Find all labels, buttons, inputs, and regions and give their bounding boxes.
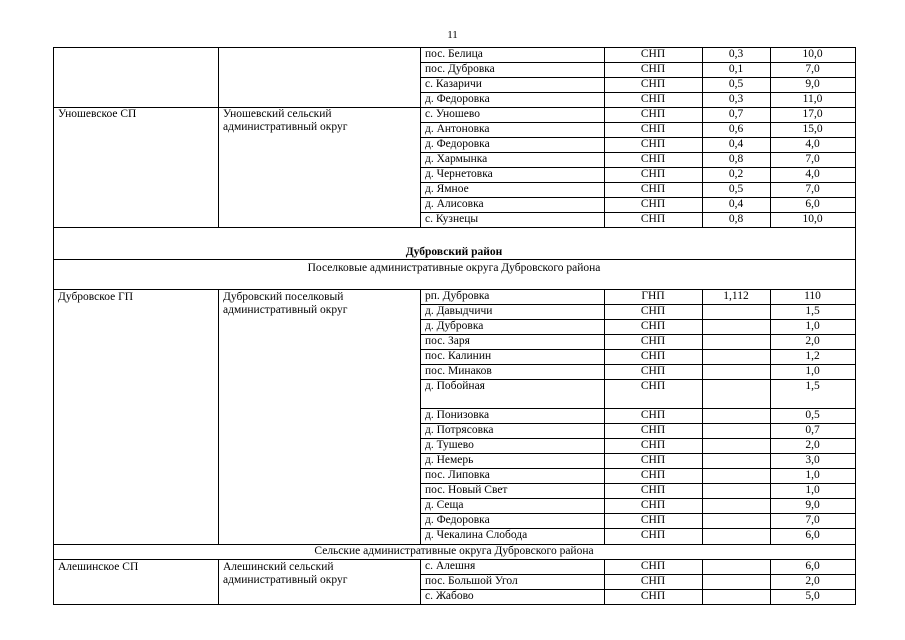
settlement-type: СНП <box>640 123 666 135</box>
settlement-area: 0,1 <box>728 63 744 75</box>
okrug-name: Дубровский поселковый административный округ <box>223 291 348 316</box>
settlement-type: СНП <box>640 365 666 377</box>
settlement-name: д. Федоровка <box>425 514 490 526</box>
settlement-distance: 1,5 <box>805 305 820 317</box>
settlement-name: пос. Заря <box>425 335 470 347</box>
municipality-name: Дубровское ГП <box>58 291 134 303</box>
table-rule <box>604 289 605 545</box>
table-rule <box>420 289 421 545</box>
settlement-distance: 9,0 <box>805 499 820 511</box>
table-rule <box>420 77 855 78</box>
settlement-type: СНП <box>640 514 666 526</box>
table-rule <box>420 589 855 590</box>
settlement-name: д. Дубровка <box>425 320 484 332</box>
table-rule <box>420 197 855 198</box>
settlement-type: СНП <box>640 153 666 165</box>
settlement-area: 0,8 <box>728 213 744 225</box>
settlement-distance: 7,0 <box>805 63 820 75</box>
settlement-distance: 6,0 <box>805 529 820 541</box>
table-rule <box>604 559 605 605</box>
settlement-distance: 1,5 <box>805 380 820 392</box>
section-subheading: Поселковые административные округа Дубровского района <box>307 262 601 274</box>
table-rule <box>855 544 856 559</box>
settlement-type: СНП <box>640 529 666 541</box>
table-rule <box>420 528 855 529</box>
table-rule <box>770 559 771 605</box>
settlement-name: пос. Минаков <box>425 365 492 377</box>
table-rule <box>218 47 219 228</box>
settlement-name: рп. Дубровка <box>425 290 490 302</box>
settlement-name: д. Антоновка <box>425 123 490 135</box>
table-rule <box>420 379 855 380</box>
settlement-name: с. Казаричи <box>425 78 482 90</box>
settlement-distance: 7,0 <box>805 153 820 165</box>
settlement-distance: 5,0 <box>805 590 820 602</box>
table-rule <box>420 47 421 228</box>
table-rule <box>420 334 855 335</box>
settlement-type: СНП <box>640 198 666 210</box>
settlement-distance: 2,0 <box>805 335 820 347</box>
settlement-distance: 2,0 <box>805 439 820 451</box>
page-number: 11 <box>447 29 458 41</box>
settlement-name: с. Жабово <box>425 590 474 602</box>
settlement-name: пос. Белица <box>425 48 483 60</box>
settlement-type: СНП <box>640 350 666 362</box>
settlement-type: СНП <box>640 78 666 90</box>
settlement-name: д. Немерь <box>425 454 474 466</box>
settlement-type: СНП <box>640 380 666 392</box>
table-rule <box>420 468 855 469</box>
table-rule <box>420 408 855 409</box>
settlement-type: СНП <box>640 48 666 60</box>
settlement-area: 0,3 <box>728 48 744 60</box>
settlement-distance: 7,0 <box>805 514 820 526</box>
table-rule <box>53 47 54 228</box>
settlement-name: д. Сеща <box>425 499 464 511</box>
table-rule <box>420 167 855 168</box>
section-subheading: Сельские административные округа Дубровского района <box>314 545 594 557</box>
settlement-area: 0,6 <box>728 123 744 135</box>
settlement-name: д. Федоровка <box>425 93 490 105</box>
settlement-name: пос. Большой Угол <box>425 575 518 587</box>
settlement-distance: 15,0 <box>802 123 823 135</box>
settlement-name: пос. Новый Свет <box>425 484 508 496</box>
settlement-name: д. Хармынка <box>425 153 488 165</box>
okrug-name: Алешинский сельский административный округ <box>223 561 348 586</box>
table-rule <box>420 574 855 575</box>
table-rule <box>420 559 421 605</box>
table-rule <box>53 259 855 260</box>
settlement-distance: 11,0 <box>802 93 823 105</box>
table-rule <box>420 349 855 350</box>
table-rule <box>420 182 855 183</box>
settlement-name: д. Федоровка <box>425 138 490 150</box>
settlement-distance: 10,0 <box>802 213 823 225</box>
settlement-type: ГНП <box>641 290 665 302</box>
table-rule <box>420 152 855 153</box>
settlement-type: СНП <box>640 424 666 436</box>
settlement-area: 0,4 <box>728 198 744 210</box>
table-rule <box>855 227 856 289</box>
table-rule <box>420 92 855 93</box>
settlement-distance: 1,0 <box>805 469 820 481</box>
table-rule <box>218 559 219 605</box>
settlement-name: д. Потрясовка <box>425 424 494 436</box>
settlement-distance: 3,0 <box>805 454 820 466</box>
table-rule <box>420 483 855 484</box>
settlement-name: д. Понизовка <box>425 409 490 421</box>
settlement-type: СНП <box>640 575 666 587</box>
settlement-distance: 6,0 <box>805 560 820 572</box>
table-rule <box>770 289 771 545</box>
settlement-area: 0,3 <box>728 93 744 105</box>
settlement-name: д. Чекалина Слобода <box>425 529 528 541</box>
table-rule <box>420 364 855 365</box>
table-rule <box>420 212 855 213</box>
settlement-type: СНП <box>640 213 666 225</box>
table-rule <box>855 47 856 228</box>
settlement-type: СНП <box>640 168 666 180</box>
settlement-type: СНП <box>640 305 666 317</box>
settlement-distance: 4,0 <box>805 138 820 150</box>
settlement-distance: 7,0 <box>805 183 820 195</box>
settlement-type: СНП <box>640 93 666 105</box>
table-rule <box>420 498 855 499</box>
settlement-type: СНП <box>640 590 666 602</box>
settlement-type: СНП <box>640 320 666 332</box>
district-title: Дубровский район <box>405 246 503 258</box>
table-rule <box>53 227 855 228</box>
settlement-distance: 10,0 <box>802 48 823 60</box>
settlement-type: СНП <box>640 335 666 347</box>
table-rule <box>420 423 855 424</box>
settlement-type: СНП <box>640 499 666 511</box>
settlement-name: д. Алисовка <box>425 198 484 210</box>
settlement-distance: 1,2 <box>805 350 820 362</box>
settlement-type: СНП <box>640 108 666 120</box>
table-rule <box>420 438 855 439</box>
settlement-name: пос. Дубровка <box>425 63 495 75</box>
settlement-type: СНП <box>640 183 666 195</box>
settlement-distance: 1,0 <box>805 484 820 496</box>
table-rule <box>702 559 703 605</box>
settlement-name: с. Кузнецы <box>425 213 479 225</box>
settlement-name: д. Побойная <box>425 380 485 392</box>
table-rule <box>702 289 703 545</box>
table-rule <box>420 137 855 138</box>
table-rule <box>420 319 855 320</box>
settlement-type: СНП <box>640 454 666 466</box>
settlement-type: СНП <box>640 409 666 421</box>
table-rule <box>53 604 855 605</box>
settlement-name: пос. Калинин <box>425 350 492 362</box>
table-rule <box>855 559 856 605</box>
settlement-name: д. Чернетовка <box>425 168 493 180</box>
settlement-distance: 2,0 <box>805 575 820 587</box>
settlement-distance: 1,0 <box>805 320 820 332</box>
settlement-name: пос. Липовка <box>425 469 490 481</box>
settlement-area: 0,5 <box>728 183 744 195</box>
table-rule <box>604 47 605 228</box>
settlement-area: 0,8 <box>728 153 744 165</box>
settlement-distance: 0,7 <box>805 424 820 436</box>
settlement-distance: 4,0 <box>805 168 820 180</box>
settlement-name: д. Ямное <box>425 183 469 195</box>
settlement-area: 0,5 <box>728 78 744 90</box>
table-rule <box>855 289 856 545</box>
settlement-type: СНП <box>640 484 666 496</box>
settlement-name: с. Алешня <box>425 560 476 572</box>
settlement-type: СНП <box>640 469 666 481</box>
table-rule <box>218 289 219 545</box>
settlement-distance: 9,0 <box>805 78 820 90</box>
settlement-type: СНП <box>640 560 666 572</box>
table-rule <box>420 453 855 454</box>
table-rule <box>420 513 855 514</box>
settlement-distance: 110 <box>804 290 821 302</box>
municipality-name: Алешинское СП <box>58 561 139 573</box>
settlement-name: с. Уношево <box>425 108 480 120</box>
table-rule <box>702 47 703 228</box>
settlement-distance: 0,5 <box>805 409 820 421</box>
settlement-type: СНП <box>640 63 666 75</box>
settlement-type: СНП <box>640 439 666 451</box>
settlement-name: д. Тушево <box>425 439 474 451</box>
settlement-distance: 6,0 <box>805 198 820 210</box>
table-rule <box>770 47 771 228</box>
settlement-type: СНП <box>640 138 666 150</box>
table-rule <box>53 289 54 545</box>
settlement-area: 0,4 <box>728 138 744 150</box>
okrug-name: Уношевский сельский административный округ <box>223 108 348 133</box>
table-rule <box>420 122 855 123</box>
settlement-area: 1,112 <box>723 290 749 302</box>
table-rule <box>53 559 54 605</box>
municipality-name: Уношевское СП <box>58 108 137 120</box>
table-rule <box>420 304 855 305</box>
settlement-distance: 1,0 <box>805 365 820 377</box>
settlement-name: д. Давыдчичи <box>425 305 493 317</box>
settlement-area: 0,7 <box>728 108 744 120</box>
table-rule <box>420 62 855 63</box>
settlement-distance: 17,0 <box>802 108 823 120</box>
settlement-area: 0,2 <box>728 168 744 180</box>
